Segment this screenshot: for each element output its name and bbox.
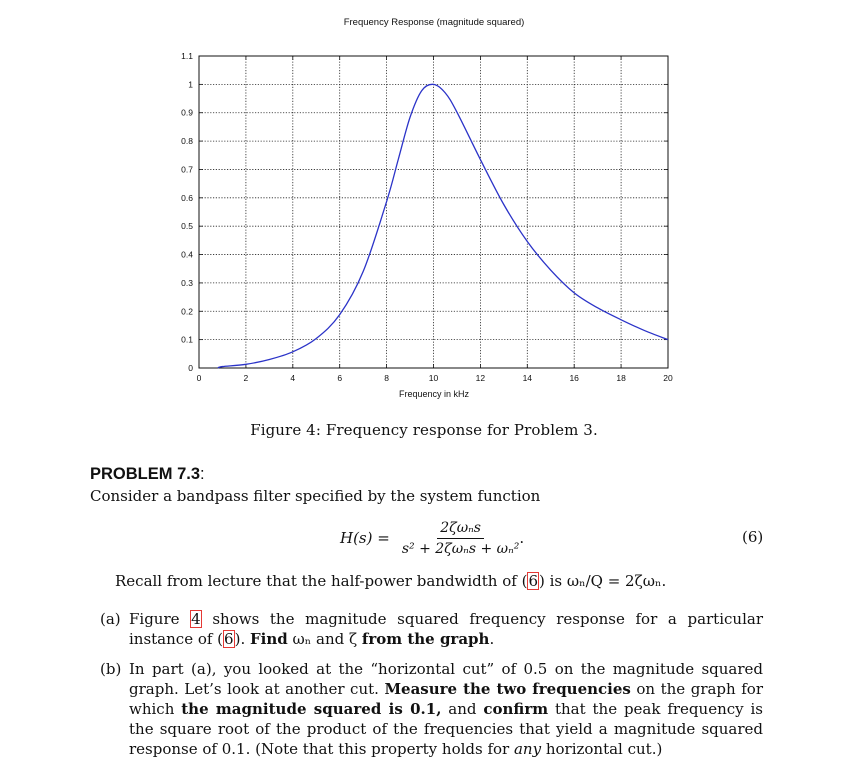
system-function-equation (340, 516, 524, 560)
y-tick-label: 0.4 (181, 249, 193, 260)
part-b (100, 659, 763, 759)
y-tick-label: 0.8 (181, 136, 193, 147)
equation-period: . (519, 529, 525, 547)
y-tick-label: 0.6 (181, 192, 193, 203)
recall-text (115, 572, 666, 590)
part-a-t4: ωₙ and ζ (287, 630, 362, 648)
y-tick-label: 0.5 (181, 221, 193, 232)
y-tick-label: 0.2 (181, 306, 193, 317)
part-a-bold1: Find (250, 630, 288, 648)
equation-fraction (402, 520, 520, 557)
part-b-t4: that the peak frequency is the square root of the product of the frequencies that yield a magnitude squared response of 0.1. (Note that this property holds for (129, 700, 763, 758)
plot-frame (199, 56, 668, 368)
x-tick-label: 0 (196, 373, 202, 383)
x-tick-label: 18 (616, 373, 626, 383)
equation-numerator: 2ζωₙs (437, 520, 484, 539)
equation-reference-link-a[interactable]: 6 (224, 630, 234, 648)
equation-reference-link[interactable]: 6 (528, 572, 538, 590)
part-a-label: (a) (100, 610, 121, 628)
y-tick-label: 0.3 (181, 277, 193, 288)
x-tick-label: 12 (475, 373, 486, 383)
y-tick-label: 1.1 (181, 51, 193, 61)
x-tick-label: 20 (663, 373, 673, 383)
y-tick-label: 0.9 (181, 107, 193, 118)
x-tick-label: 6 (337, 373, 343, 383)
problem-heading-colon: : (200, 465, 205, 483)
part-b-bold3: confirm (483, 700, 549, 718)
part-b-text (129, 659, 763, 759)
x-tick-label: 16 (569, 373, 579, 383)
part-b-italic1: any (513, 740, 542, 758)
recall-after: ) is ωₙ/Q = 2ζωₙ. (539, 572, 667, 590)
chart-ticks (181, 51, 673, 383)
equation-denominator: s² + 2ζωₙs + ωₙ² (401, 540, 520, 557)
part-a-bold2: from the graph (361, 630, 490, 648)
y-tick-label: 0 (188, 363, 193, 373)
part-a-t1: Figure (129, 610, 191, 628)
chart-title: Frequency Response (magnitude squared) (343, 17, 525, 28)
y-tick-label: 0.7 (181, 164, 193, 175)
chart-grid (199, 56, 668, 368)
part-b-t3: and (441, 700, 484, 718)
recall-before: Recall from lecture that the half-power bandwidth of ( (115, 572, 528, 590)
part-b-bold2: the magnitude squared is 0.1, (181, 700, 442, 718)
part-a-t5: . (489, 630, 495, 648)
part-b-bold1: Measure the two frequencies (384, 680, 631, 698)
part-a-t2: shows the magnitude squared frequency response for a particular instance of ( (129, 610, 763, 648)
x-tick-label: 2 (243, 373, 249, 383)
y-tick-label: 1 (188, 79, 193, 90)
problem-heading-text: PROBLEM 7.3 (90, 465, 201, 483)
figure-caption: Figure 4: Frequency response for Problem 3. (250, 421, 598, 439)
part-a (100, 609, 763, 649)
part-b-t5: horizontal cut.) (541, 740, 663, 758)
x-tick-label: 8 (384, 373, 389, 383)
part-a-t3: ). (234, 630, 246, 648)
equation-number: (6) (742, 528, 764, 546)
y-tick-label: 0.1 (181, 334, 193, 345)
equation-lhs: H(s) = (340, 529, 390, 547)
part-b-t1: In part (a), you looked at the “horizontal cut” of 0.5 on the magnitude squared graph. Let’s look at another cut. (129, 660, 763, 698)
x-tick-label: 4 (290, 373, 296, 383)
problem-heading (90, 465, 205, 484)
part-b-t2: on the graph for which (129, 680, 763, 718)
part-a-text (129, 609, 763, 649)
part-b-label: (b) (100, 660, 122, 678)
x-tick-label: 14 (522, 373, 533, 383)
figure-reference-link[interactable]: 4 (191, 610, 201, 628)
problem-intro: Consider a bandpass filter specified by the system function (90, 487, 541, 505)
x-axis-label: Frequency in kHz (398, 389, 470, 399)
x-tick-label: 10 (428, 373, 439, 383)
